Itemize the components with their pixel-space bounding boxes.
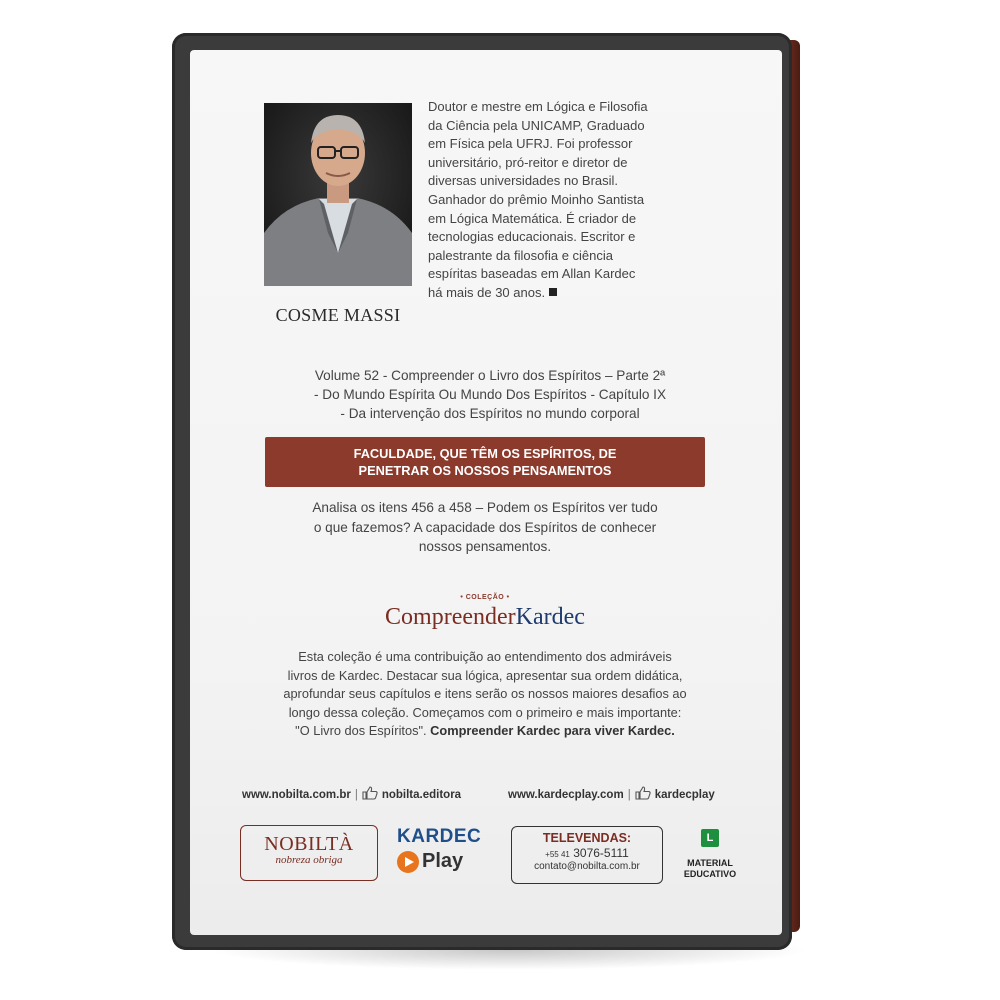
author-bio [428, 98, 728, 303]
volume-line: Volume 52 - Compreender o Livro dos Espíritos – Parte 2ª [314, 368, 666, 383]
separator: | [627, 788, 631, 801]
description-line: longo dessa coleção. Começamos com o primeiro e mais importante: [288, 704, 682, 720]
bio-line: da Ciência pela UNICAMP, Graduado [428, 117, 645, 133]
description-line-last [230, 722, 740, 741]
bio-line: Ganhador do prêmio Moinho Santista [428, 191, 645, 207]
banner-line: FACULDADE, QUE TÊM OS ESPÍRITOS, DE [353, 446, 617, 461]
kardecplay-site-link[interactable]: www.kardecplay.com [508, 788, 624, 801]
material-educativo-label [672, 858, 748, 880]
phone-number: 3076-5111 [573, 846, 629, 860]
nobilta-name: NOBILTÀ [264, 833, 354, 855]
volume-line: - Da intervenção dos Espíritos no mundo corporal [340, 406, 640, 421]
analysis-line: o que fazemos? A capacidade dos Espíritos de conhecer [313, 519, 657, 535]
author-name: COSME MASSI [275, 305, 401, 325]
bio-line: tecnologias educacionais. Escritor e [428, 229, 636, 245]
analysis-line: nossos pensamentos. [418, 539, 552, 554]
collection-logo-part2: Kardec [515, 604, 585, 630]
volume-line: - Do Mundo Espírita Ou Mundo Dos Espíritos - Capítulo IX [313, 387, 667, 402]
kardecplay-logo-top: KARDEC [397, 826, 482, 847]
bio-line-last [428, 284, 728, 303]
banner-line: PENETRAR OS NOSSOS PENSAMENTOS [358, 463, 612, 478]
bio-line-text: há mais de 30 anos. [428, 284, 546, 300]
collection-label: • COLEÇÃO • [460, 594, 510, 601]
collection-description [230, 648, 740, 741]
collection-logo [360, 604, 610, 631]
thumbs-up-icon [362, 786, 378, 803]
kardecplay-links [508, 786, 715, 803]
televendas-title: TELEVENDAS: [542, 831, 632, 845]
analysis-line: Analisa os itens 456 a 458 – Podem os Espíritos ver tudo [312, 500, 658, 515]
televendas-box [511, 826, 663, 884]
description-line: aprofundar seus capítulos e itens serão os nossos maiores desafios ao [283, 686, 687, 702]
description-slogan: Compreender Kardec para viver Kardec. [430, 723, 675, 739]
televendas-email: contato@nobilta.com.br [534, 861, 640, 872]
separator: | [354, 788, 358, 801]
nobilta-links [242, 786, 461, 803]
bio-line: espíritas baseadas em Allan Kardec [428, 266, 636, 282]
bio-line: em Física pela UFRJ. Foi professor [428, 136, 633, 152]
description-line: livros de Kardec. Destacar sua lógica, apresentar sua ordem didática, [287, 667, 683, 683]
kardecplay-social-link[interactable]: kardecplay [654, 788, 715, 801]
nobilta-tagline: nobreza obriga [275, 854, 343, 866]
description-line: Esta coleção é uma contribuição ao entendimento dos admiráveis [298, 649, 672, 664]
topic-banner [265, 437, 705, 487]
author-photo [264, 103, 412, 286]
nobilta-social-link[interactable]: nobilta.editora [381, 788, 462, 801]
kardecplay-logo-bottom: Play [422, 850, 464, 872]
thumbs-up-icon [635, 786, 651, 803]
nobilta-logo [240, 825, 378, 881]
age-rating-badge: L [701, 829, 719, 847]
nobilta-site-link[interactable]: www.nobilta.com.br [242, 788, 351, 801]
bio-line: Doutor e mestre em Lógica e Filosofia [428, 99, 648, 114]
analysis-text [240, 498, 730, 557]
phone-prefix: +55 41 [545, 850, 570, 859]
bio-line: em Lógica Matemática. É criador de [428, 210, 637, 226]
volume-title [230, 366, 750, 423]
bio-line: palestrante da filosofia e ciência [428, 247, 614, 263]
bio-line: universitário, pró-reitor e diretor de [428, 154, 628, 170]
material-line: MATERIAL [687, 858, 733, 868]
end-square-icon [549, 288, 557, 296]
description-quote: "O Livro dos Espíritos". [295, 723, 427, 739]
televendas-phone [512, 846, 662, 860]
kardecplay-logo [397, 826, 493, 873]
bio-line: diversas universidades no Brasil. [428, 173, 619, 189]
play-icon [397, 851, 419, 873]
collection-logo-part1: Compreender [385, 604, 516, 630]
material-line: EDUCATIVO [683, 869, 737, 879]
